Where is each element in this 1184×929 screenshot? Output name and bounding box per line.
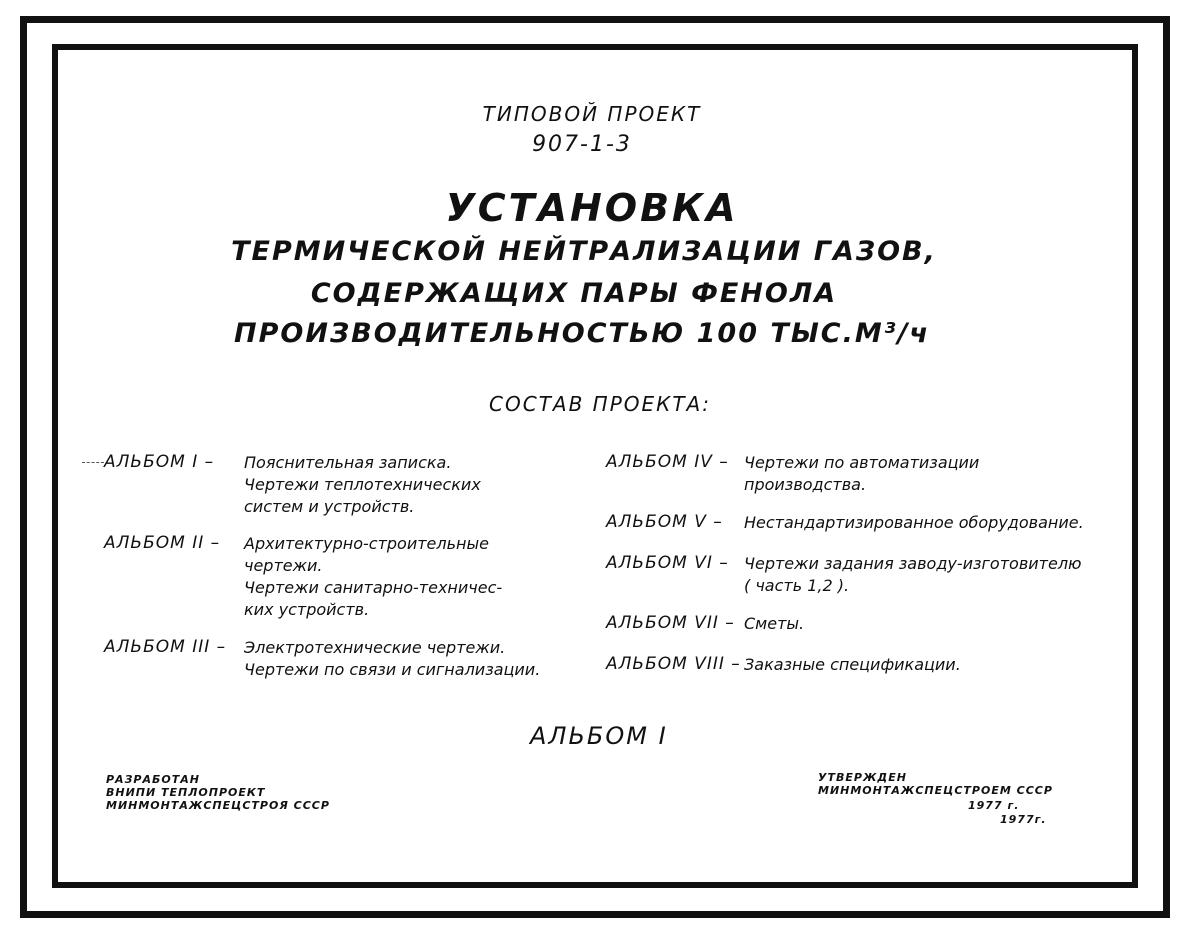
composition-heading: СОСТАВ ПРОЕКТА: <box>489 392 711 416</box>
album-2-desc: Архитектурно-строительные чертежи. Чертежи санитарно-техничес- ких устройств. <box>244 534 503 619</box>
album-6-label: АЛЬБОМ VI – <box>606 553 729 573</box>
subtitle-line-3: ПРОИЗВОДИТЕЛЬНОСТЬЮ 100 ТЫС.М³/ч <box>234 318 930 349</box>
subtitle-line-2: СОДЕРЖАЩИХ ПАРЫ ФЕНОЛА <box>310 278 838 309</box>
leader-dash <box>82 462 104 463</box>
project-number: 907-1-3 <box>532 132 632 157</box>
developed-by: РАЗРАБОТАН ВНИПИ ТЕПЛОПРОЕКТ МИНМОНТАЖСПЕЦСТРОЯ СССР <box>106 773 330 812</box>
album-5-label: АЛЬБОМ V – <box>606 512 723 532</box>
album-1-desc: Пояснительная записка. Чертежи теплотехнических систем и устройств. <box>244 453 481 516</box>
project-type: ТИПОВОЙ ПРОЕКТ <box>482 102 702 126</box>
album-8-desc: Заказные спецификации. <box>744 655 961 674</box>
album-4-desc: Чертежи по автоматизации производства. <box>744 453 980 494</box>
album-7-desc: Сметы. <box>744 614 805 633</box>
document-title: УСТАНОВКА <box>445 186 739 230</box>
year-2: 1977г. <box>1000 813 1047 826</box>
approved-by: УТВЕРЖДЕН МИНМОНТАЖСПЕЦСТРОЕМ СССР <box>818 771 1053 797</box>
album-5-desc: Нестандартизированное оборудование. <box>744 513 1084 532</box>
album-8-label: АЛЬБОМ VIII – <box>606 654 741 674</box>
album-4-label: АЛЬБОМ IV – <box>606 452 729 472</box>
album-1-label: АЛЬБОМ I – <box>104 452 215 472</box>
album-6-desc: Чертежи задания заводу-изготовителю ( часть 1,2 ). <box>744 554 1082 595</box>
subtitle-line-1: ТЕРМИЧЕСКОЙ НЕЙТРАЛИЗАЦИИ ГАЗОВ, <box>231 236 937 267</box>
year-1: 1977 г. <box>968 799 1020 812</box>
album-7-label: АЛЬБОМ VII – <box>606 613 735 633</box>
album-3-label: АЛЬБОМ III – <box>104 637 227 657</box>
album-2-label: АЛЬБОМ II – <box>104 533 221 553</box>
album-3-desc: Электротехнические чертежи. Чертежи по связи и сигнализации. <box>244 638 541 679</box>
current-album: АЛЬБОМ I <box>530 722 668 750</box>
